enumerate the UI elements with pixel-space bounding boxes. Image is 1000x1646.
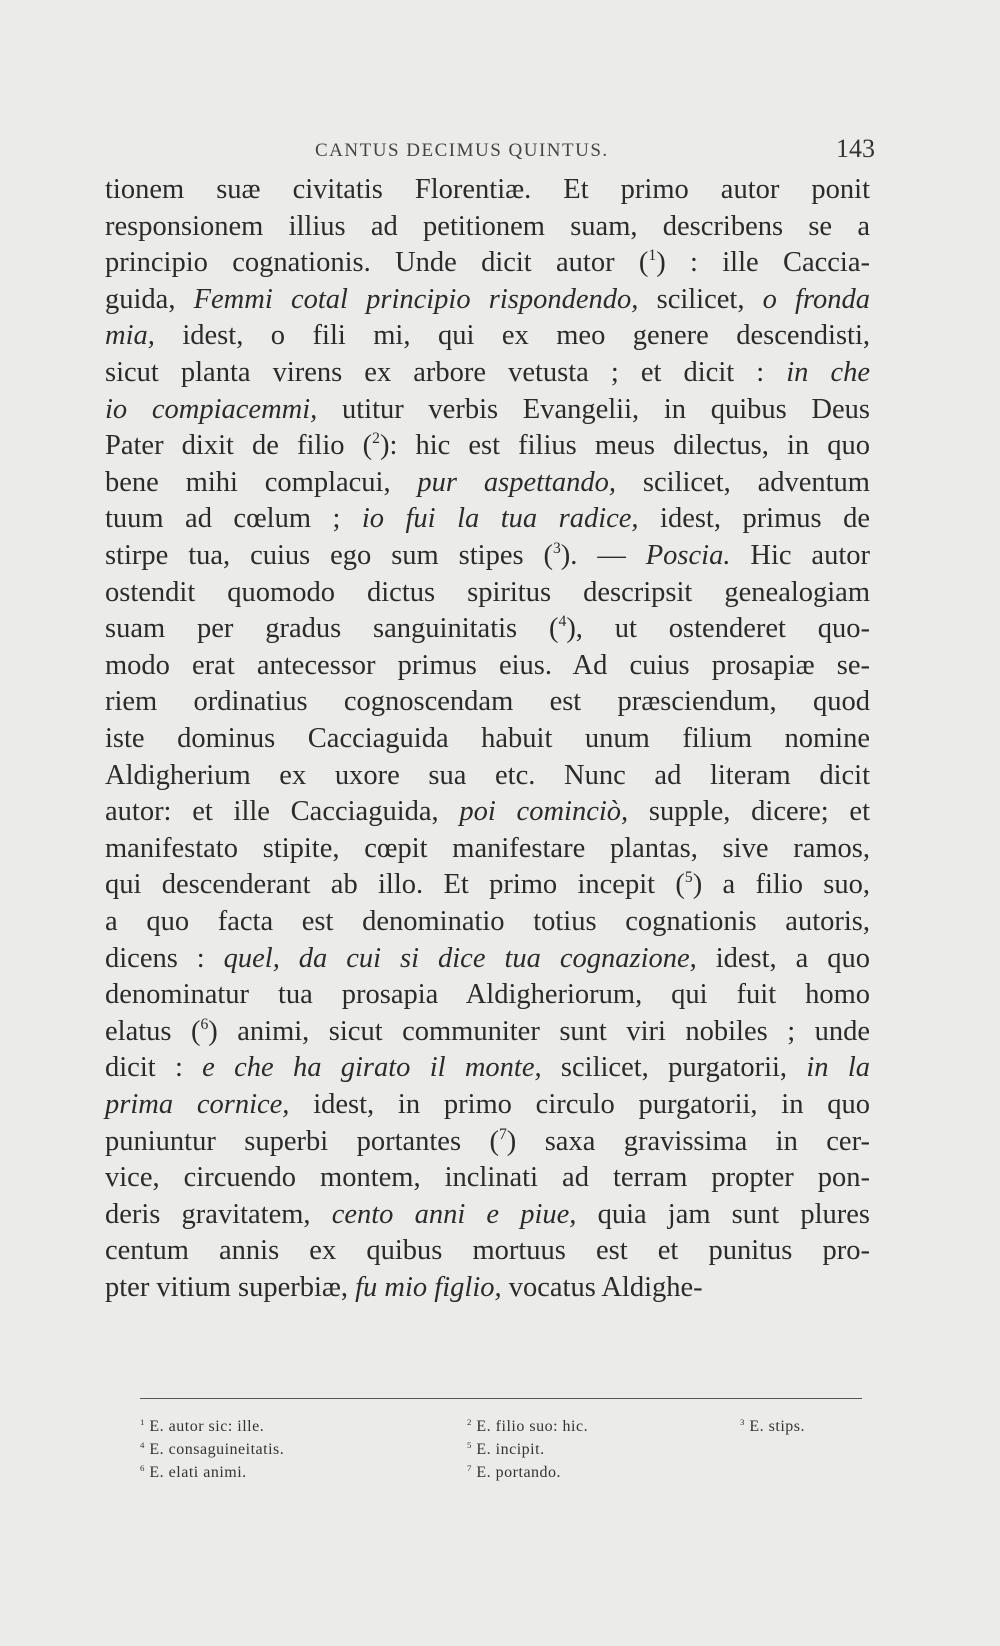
- text-line: guida, Femmi cotal principio rispondendo, scilicet, o fronda: [105, 283, 871, 315]
- italic-phrase: fu mio figlio,: [355, 1272, 502, 1303]
- text-line: stirpe tua, cuius ego sum stipes ($^3$). — Poscia. Hic autor: [105, 540, 870, 571]
- footnote-reference: 4: [140, 1439, 145, 1450]
- footnote-reference: 3: [552, 540, 561, 558]
- text-line: bene mihi complacui, pur aspettando, scilicet, adventum: [105, 466, 870, 498]
- text-line: Pater dixit de filio ($^2$): hic est filius meus dilectus, in quo: [105, 430, 870, 462]
- italic-phrase: io fui la tua radice,: [361, 503, 639, 535]
- text-line: a quo facta est denominatio totius cognationis autoris,: [105, 906, 870, 937]
- page-number: 143: [836, 134, 875, 163]
- footnote-reference: 6: [140, 1462, 145, 1473]
- text-line: deris gravitatem, cento anni e piue, quia jam sunt plures: [105, 1198, 870, 1230]
- italic-phrase: poi cominciò,: [459, 796, 629, 828]
- footnote-reference: 1: [140, 1416, 145, 1427]
- footnote-reference: 1: [648, 247, 657, 265]
- footnote: $^3$ E. stips.: [740, 1416, 806, 1435]
- text-line: modo erat antecessor primus eius. Ad cuius prosapiæ se-: [105, 649, 870, 681]
- running-title: CANTUS DECIMUS QUINTUS.: [315, 140, 609, 161]
- text-line: ostendit quomodo dictus spiritus descripsit genealogiam: [105, 576, 870, 608]
- text-line: prima cornice, idest, in primo circulo purgatorii, in quo: [105, 1089, 870, 1120]
- footnote: $^1$ E. autor sic: ille.: [140, 1416, 265, 1435]
- text-line: io compiacemmi, utitur verbis Evangelii, in quibus Deus: [105, 393, 870, 425]
- footnote-reference: 5: [467, 1439, 472, 1450]
- text-line: mia, idest, o fili mi, qui ex meo genere descendisti,: [105, 320, 870, 352]
- footnote-reference: 2: [372, 430, 380, 448]
- italic-phrase: prima cornice,: [105, 1089, 290, 1120]
- italic-phrase: cento anni e piue,: [331, 1198, 577, 1230]
- italic-phrase: e che ha girato il monte,: [202, 1052, 542, 1084]
- footnote-reference: 5: [684, 869, 693, 887]
- text-line: centum annis ex quibus mortuus est et punitus pro-: [105, 1235, 870, 1267]
- text-line: Aldigherium ex uxore sua etc. Nunc ad literam dicit: [105, 759, 870, 791]
- italic-phrase: mia,: [105, 320, 155, 352]
- footnote: $^7$ E. portando.: [467, 1462, 562, 1481]
- text-line: pter vitium superbiæ, fu mio figlio, vocatus Aldighe-: [105, 1272, 703, 1303]
- running-head: [105, 134, 875, 170]
- footnote: $^2$ E. filio suo: hic.: [467, 1416, 589, 1435]
- italic-phrase: in la: [806, 1052, 870, 1084]
- text-line: dicit : e che ha girato il monte, scilicet, purgatorii, in la: [105, 1052, 870, 1084]
- text-line: manifestato stipite, cœpit manifestare plantas, sive ramos,: [105, 832, 870, 864]
- footnote-reference: 6: [200, 1015, 209, 1033]
- text-line: suam per gradus sanguinitatis ($^4$), ut ostenderet quo-: [105, 613, 870, 645]
- text-line: iste dominus Cacciaguida habuit unum filium nomine: [105, 723, 870, 754]
- italic-phrase: Poscia.: [645, 540, 731, 571]
- text-line: principio cognationis. Unde dicit autor ($^1$) : ille Caccia-: [105, 247, 870, 279]
- footnote: $^6$ E. elati animi.: [140, 1462, 247, 1481]
- footnote-reference: 7: [467, 1462, 472, 1473]
- footnote: $^5$ E. incipit.: [467, 1439, 545, 1458]
- italic-phrase: o fronda: [762, 283, 871, 315]
- text-line: qui descenderant ab illo. Et primo incepit ($^5$) a filio suo,: [105, 869, 870, 901]
- italic-phrase: in che: [786, 357, 870, 388]
- text-line: puniuntur superbi portantes ($^7$) saxa gravissima in cer-: [105, 1125, 870, 1157]
- text-line: tuum ad cœlum ; io fui la tua radice, idest, primus de: [105, 503, 870, 535]
- italic-phrase: io compiacemmi,: [105, 393, 318, 425]
- footnote: $^4$ E. consaguineitatis.: [140, 1439, 285, 1458]
- text-line: elatus ($^6$) animi, sicut communiter sunt viri nobiles ; unde: [105, 1015, 871, 1047]
- italic-phrase: pur aspettando,: [417, 466, 617, 498]
- footnote-reference: 3: [740, 1416, 745, 1427]
- text-line: riem ordinatius cognoscendam est præsciendum, quod: [105, 686, 870, 718]
- text-line: tionem suæ civitatis Florentiæ. Et primo autor ponit: [105, 174, 870, 205]
- italic-phrase: Femmi cotal principio rispondendo,: [193, 283, 639, 315]
- footnote-reference: 4: [558, 613, 567, 631]
- footnote-reference: 7: [498, 1125, 507, 1143]
- text-line: vice, circuendo montem, inclinati ad terram propter pon-: [105, 1162, 870, 1194]
- italic-phrase: quel, da cui si dice tua cognazione,: [223, 942, 697, 974]
- footnote-reference: 2: [467, 1416, 472, 1427]
- text-line: denominatur tua prosapia Aldigheriorum, qui fuit homo: [105, 979, 870, 1011]
- text-line: sicut planta virens ex arbore vetusta ; et dicit : in che: [105, 357, 870, 388]
- text-line: responsionem illius ad petitionem suam, describens se a: [105, 210, 870, 242]
- footnote-rule: [140, 1398, 862, 1399]
- text-line: dicens : quel, da cui si dice tua cognazione, idest, a quo: [105, 942, 870, 974]
- text-line: autor: et ille Cacciaguida, poi cominciò, supple, dicere; et: [105, 796, 871, 828]
